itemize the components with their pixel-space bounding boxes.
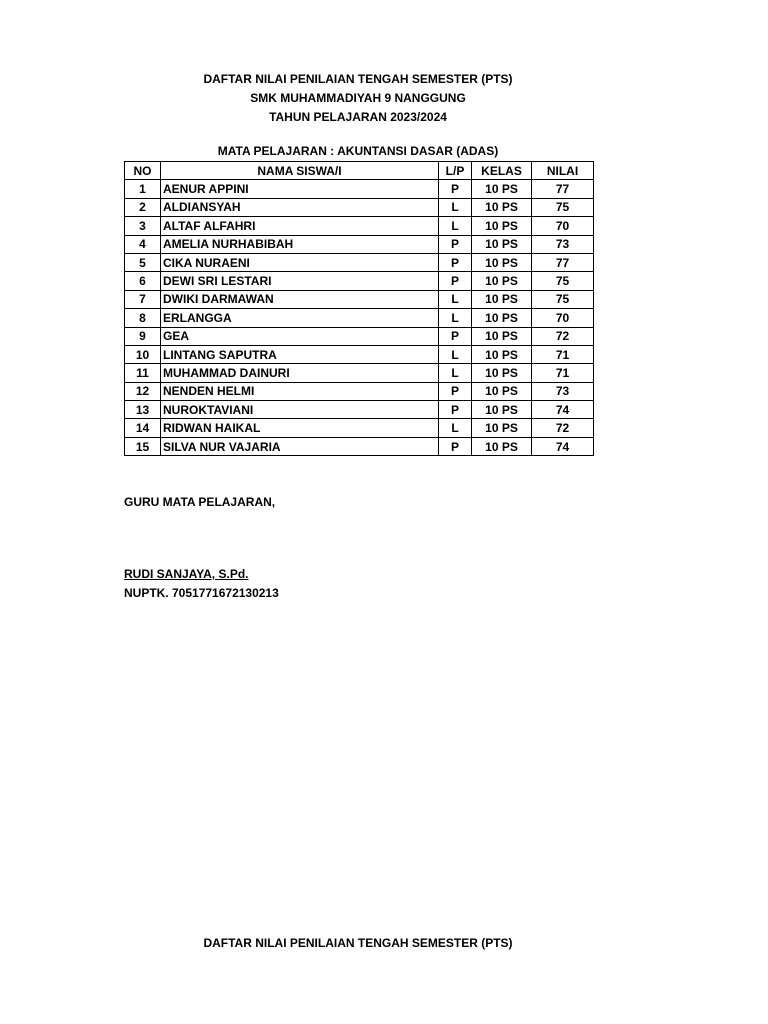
table-header-row — [125, 162, 594, 180]
cell-no: 6 — [125, 272, 161, 290]
cell-no: 10 — [125, 345, 161, 363]
table-row — [125, 382, 594, 400]
cell-student-name: ALDIANSYAH — [161, 198, 439, 216]
table-row — [125, 253, 594, 271]
cell-gender: L — [439, 217, 472, 235]
table-row — [125, 198, 594, 216]
table-row — [125, 272, 594, 290]
cell-student-name: AENUR APPINI — [161, 180, 439, 198]
cell-class: 10 PS — [472, 217, 532, 235]
cell-score: 71 — [532, 345, 594, 363]
grades-table — [124, 161, 594, 456]
cell-no: 4 — [125, 235, 161, 253]
cell-student-name: ERLANGGA — [161, 309, 439, 327]
cell-student-name: NENDEN HELMI — [161, 382, 439, 400]
cell-gender: L — [439, 419, 472, 437]
cell-gender: L — [439, 290, 472, 308]
cell-gender: P — [439, 327, 472, 345]
column-header-class: KELAS — [472, 162, 532, 180]
table-row — [125, 345, 594, 363]
cell-gender: P — [439, 437, 472, 455]
cell-student-name: MUHAMMAD DAINURI — [161, 364, 439, 382]
cell-score: 71 — [532, 364, 594, 382]
cell-student-name: CIKA NURAENI — [161, 253, 439, 271]
table-row — [125, 180, 594, 198]
school-name: SMK MUHAMMADIYAH 9 NANGGUNG — [250, 91, 466, 105]
cell-score: 75 — [532, 272, 594, 290]
table-row — [125, 437, 594, 455]
table-row — [125, 235, 594, 253]
cell-student-name: GEA — [161, 327, 439, 345]
cell-no: 3 — [125, 217, 161, 235]
cell-class: 10 PS — [472, 309, 532, 327]
cell-gender: L — [439, 309, 472, 327]
cell-no: 9 — [125, 327, 161, 345]
cell-no: 5 — [125, 253, 161, 271]
cell-no: 13 — [125, 401, 161, 419]
cell-score: 75 — [532, 198, 594, 216]
column-header-name: NAMA SISWA/I — [161, 162, 439, 180]
cell-student-name: LINTANG SAPUTRA — [161, 345, 439, 363]
academic-year: TAHUN PELAJARAN 2023/2024 — [269, 110, 447, 124]
next-page-title: DAFTAR NILAI PENILAIAN TENGAH SEMESTER (PTS) — [203, 936, 513, 950]
cell-gender: P — [439, 235, 472, 253]
cell-class: 10 PS — [472, 180, 532, 198]
cell-score: 72 — [532, 419, 594, 437]
cell-class: 10 PS — [472, 382, 532, 400]
cell-student-name: ALTAF ALFAHRI — [161, 217, 439, 235]
cell-student-name: NUROKTAVIANI — [161, 401, 439, 419]
cell-class: 10 PS — [472, 327, 532, 345]
cell-score: 72 — [532, 327, 594, 345]
teacher-id: NUPTK. 7051771672130213 — [124, 586, 279, 600]
cell-gender: P — [439, 180, 472, 198]
cell-gender: L — [439, 198, 472, 216]
cell-student-name: RIDWAN HAIKAL — [161, 419, 439, 437]
table-row — [125, 217, 594, 235]
cell-student-name: SILVA NUR VAJARIA — [161, 437, 439, 455]
cell-score: 77 — [532, 253, 594, 271]
cell-class: 10 PS — [472, 345, 532, 363]
cell-no: 1 — [125, 180, 161, 198]
cell-score: 74 — [532, 401, 594, 419]
table-row — [125, 419, 594, 437]
table-row — [125, 327, 594, 345]
cell-score: 73 — [532, 235, 594, 253]
table-row — [125, 309, 594, 327]
cell-class: 10 PS — [472, 235, 532, 253]
document-title: DAFTAR NILAI PENILAIAN TENGAH SEMESTER (PTS) — [203, 72, 513, 86]
cell-class: 10 PS — [472, 364, 532, 382]
table-row — [125, 401, 594, 419]
cell-score: 74 — [532, 437, 594, 455]
cell-score: 73 — [532, 382, 594, 400]
cell-gender: P — [439, 253, 472, 271]
cell-gender: L — [439, 364, 472, 382]
cell-no: 15 — [125, 437, 161, 455]
cell-gender: L — [439, 345, 472, 363]
table-body — [125, 180, 594, 456]
teacher-name: RUDI SANJAYA, S.Pd. — [124, 567, 249, 581]
cell-no: 12 — [125, 382, 161, 400]
cell-student-name: AMELIA NURHABIBAH — [161, 235, 439, 253]
cell-no: 11 — [125, 364, 161, 382]
table-row — [125, 290, 594, 308]
table-row — [125, 364, 594, 382]
cell-score: 75 — [532, 290, 594, 308]
cell-gender: P — [439, 382, 472, 400]
cell-score: 70 — [532, 309, 594, 327]
cell-score: 70 — [532, 217, 594, 235]
cell-class: 10 PS — [472, 401, 532, 419]
cell-no: 2 — [125, 198, 161, 216]
teacher-title: GURU MATA PELAJARAN, — [124, 495, 276, 509]
column-header-score: NILAI — [532, 162, 594, 180]
subject-title: MATA PELAJARAN : AKUNTANSI DASAR (ADAS) — [217, 144, 499, 158]
cell-gender: P — [439, 272, 472, 290]
cell-no: 8 — [125, 309, 161, 327]
cell-class: 10 PS — [472, 198, 532, 216]
cell-class: 10 PS — [472, 272, 532, 290]
cell-class: 10 PS — [472, 253, 532, 271]
cell-no: 7 — [125, 290, 161, 308]
cell-score: 77 — [532, 180, 594, 198]
cell-no: 14 — [125, 419, 161, 437]
cell-class: 10 PS — [472, 419, 532, 437]
cell-gender: P — [439, 401, 472, 419]
cell-student-name: DWIKI DARMAWAN — [161, 290, 439, 308]
cell-class: 10 PS — [472, 437, 532, 455]
cell-class: 10 PS — [472, 290, 532, 308]
column-header-gender: L/P — [439, 162, 472, 180]
cell-student-name: DEWI SRI LESTARI — [161, 272, 439, 290]
column-header-no: NO — [125, 162, 161, 180]
